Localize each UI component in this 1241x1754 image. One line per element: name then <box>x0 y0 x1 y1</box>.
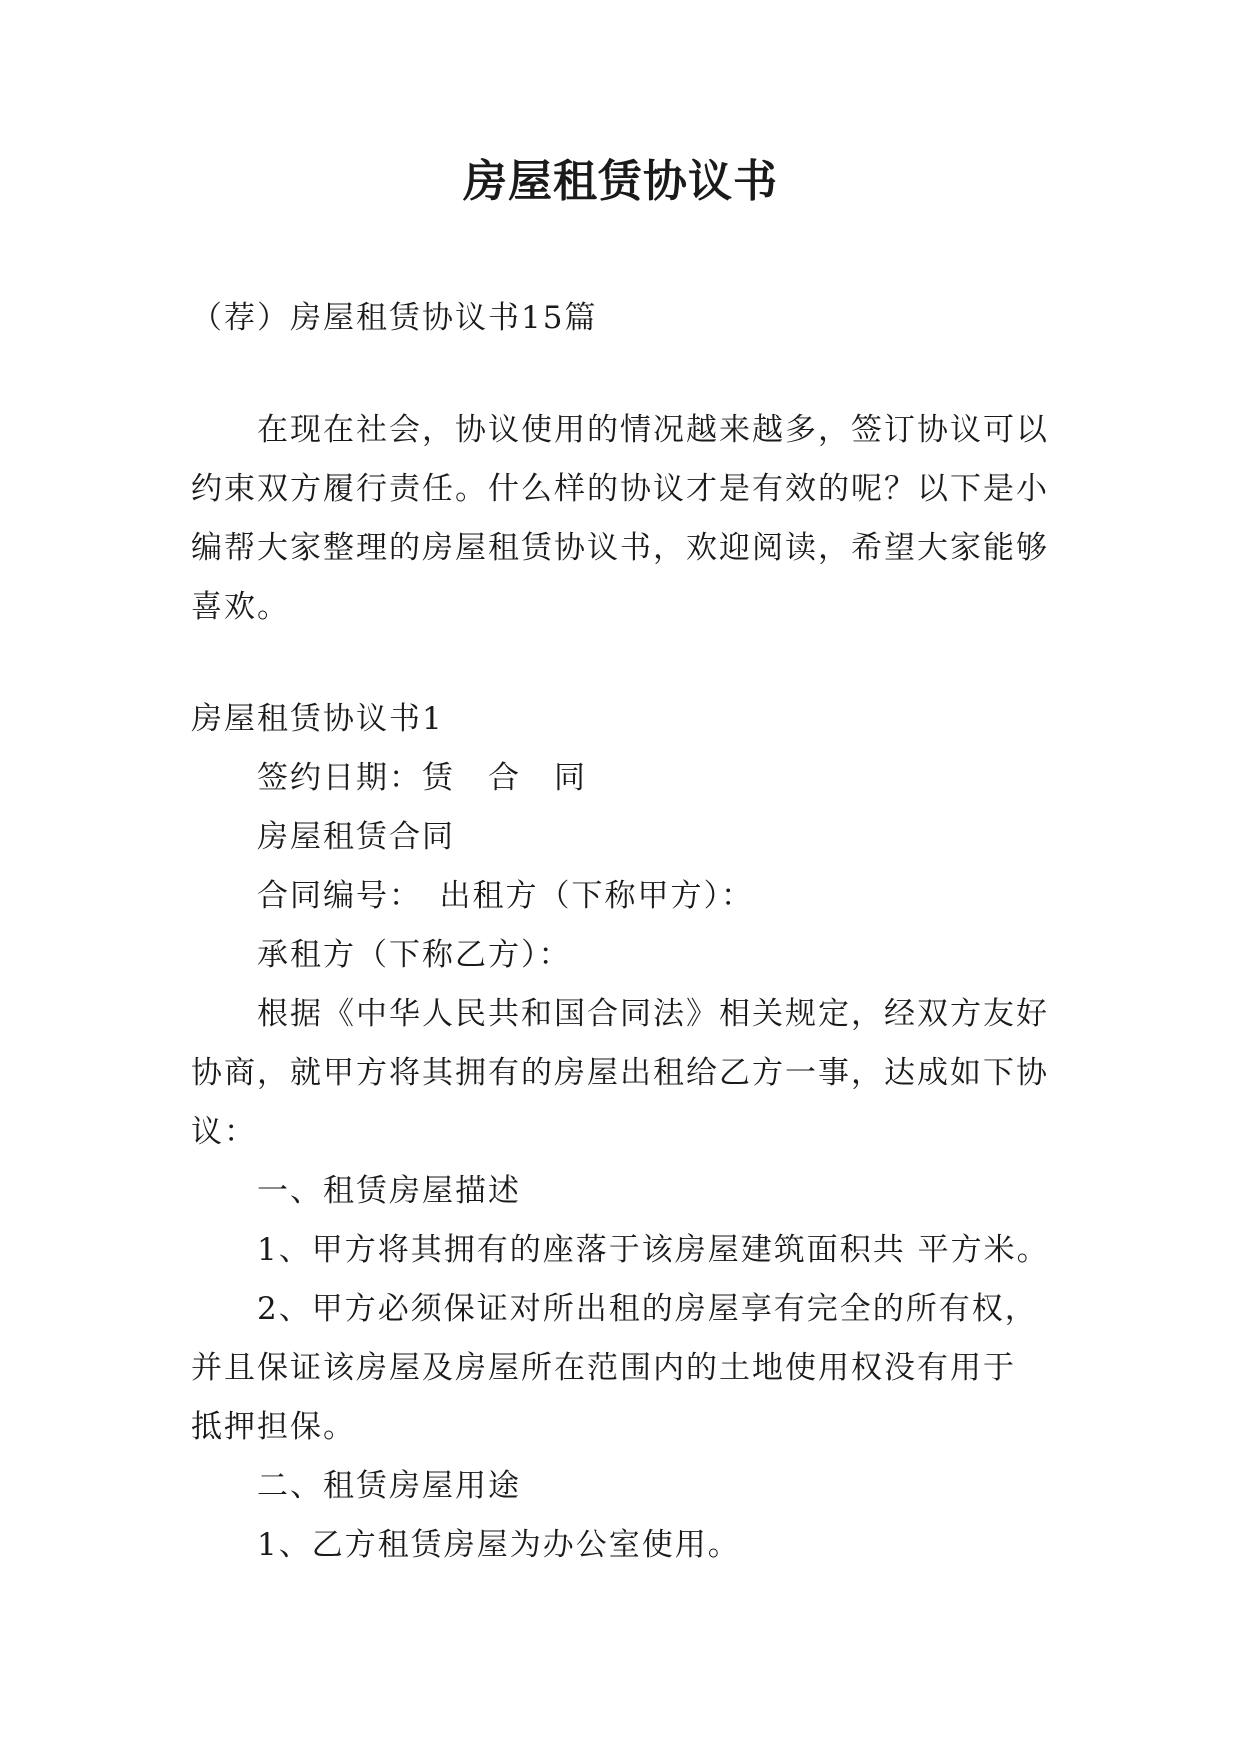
body-line: 1、甲方将其拥有的座落于该房屋建筑面积共 平方米。 <box>257 1232 1050 1268</box>
body-line: 合同编号： 出租方（下称甲方）： <box>257 878 754 914</box>
clause-heading: 一、租赁房屋描述 <box>257 1173 521 1209</box>
section-heading: 房屋租赁协议书1 <box>191 701 444 737</box>
body-line: 2、甲方必须保证对所出租的房屋享有完全的所有权， <box>257 1291 1038 1327</box>
body-line: 1、乙方租赁房屋为办公室使用。 <box>257 1527 741 1563</box>
document-title: 房屋租赁协议书 <box>463 156 778 207</box>
intro-line: 在现在社会，协议使用的情况越来越多，签订协议可以 <box>257 412 1049 448</box>
body-line: 房屋租赁合同 <box>257 819 455 855</box>
intro-line: 编帮大家整理的房屋租赁协议书，欢迎阅读，希望大家能够 <box>191 530 1049 566</box>
body-line: 并且保证该房屋及房屋所在范围内的土地使用权没有用于 <box>191 1350 1016 1386</box>
body-line: 协商，就甲方将其拥有的房屋出租给乙方一事，达成如下协 <box>191 1055 1049 1091</box>
intro-line: 喜欢。 <box>191 589 290 625</box>
body-line: 承租方（下称乙方）： <box>257 937 572 973</box>
body-line: 根据《中华人民共和国合同法》相关规定，经双方友好 <box>257 996 1049 1032</box>
body-line: 签约日期：赁 合 同 <box>257 760 587 796</box>
body-line: 议： <box>191 1114 257 1150</box>
intro-line: 约束双方履行责任。什么样的协议才是有效的呢？以下是小 <box>191 471 1049 507</box>
document-subtitle: （荐）房屋租赁协议书15篇 <box>191 300 598 336</box>
clause-heading: 二、租赁房屋用途 <box>257 1468 521 1504</box>
body-line: 抵押担保。 <box>191 1409 356 1445</box>
